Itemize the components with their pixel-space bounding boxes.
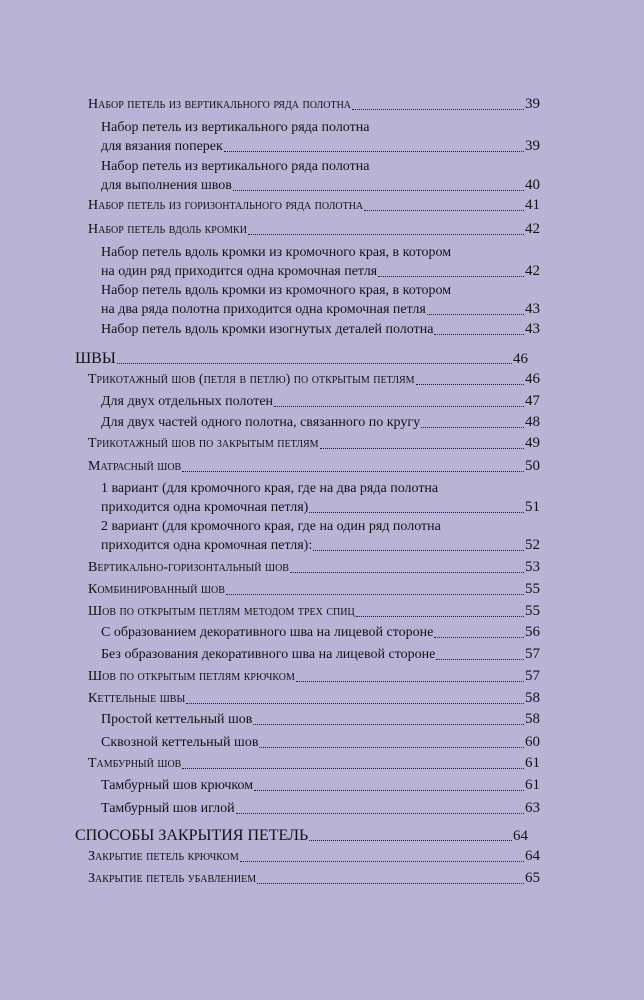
dot-leader xyxy=(186,703,524,704)
toc-entry-title-line: Набор петель вдоль кромки из кромочного края, в котором xyxy=(101,283,452,298)
toc-entry[interactable] xyxy=(101,710,540,729)
toc-page-number: 46 xyxy=(513,351,528,367)
toc-entry-title: Тамбурный шов крючком xyxy=(101,778,254,793)
toc-page-number: 64 xyxy=(525,848,540,864)
dot-leader xyxy=(259,747,524,748)
dot-leader xyxy=(274,406,524,407)
dot-leader xyxy=(226,594,524,595)
toc-entry[interactable] xyxy=(101,119,540,156)
toc-entry[interactable] xyxy=(75,350,528,368)
toc-page-number: 64 xyxy=(513,828,528,844)
toc-entry-title: Закрытие петель убавлением xyxy=(88,871,257,886)
toc-entry-title-line: 1 вариант (для кромочного края, где на два ряда полотна xyxy=(101,481,439,496)
toc-entry-title: Сквозной кеттельный шов xyxy=(101,735,259,750)
dot-leader xyxy=(378,276,524,277)
toc-entry-title: Трикотажный шов (петля в петлю) по открытым петлям xyxy=(88,372,415,387)
toc-entry-title: Тамбурный шов xyxy=(88,756,182,771)
dot-leader xyxy=(434,637,524,638)
toc-page-number: 65 xyxy=(525,870,540,886)
toc-page-number: 58 xyxy=(525,690,540,706)
toc-entry[interactable] xyxy=(101,158,540,195)
toc-page-number: 42 xyxy=(525,263,540,279)
dot-leader xyxy=(248,234,524,235)
toc-entry-title: Шов по открытым петлям крючком xyxy=(88,669,295,684)
toc-page-number: 48 xyxy=(525,414,540,430)
dot-leader xyxy=(416,384,524,385)
toc-page-number: 55 xyxy=(525,603,540,619)
toc-page-number: 51 xyxy=(525,499,540,515)
toc-entry-title: Вертикально-горизонтальный шов xyxy=(88,560,289,575)
toc-entry-title: Для двух отдельных полотен xyxy=(101,394,274,409)
toc-entry[interactable] xyxy=(101,776,540,795)
toc-entry[interactable] xyxy=(101,392,540,411)
toc-entry-title: Трикотажный шов по закрытым петлям xyxy=(88,436,319,451)
dot-leader xyxy=(257,883,524,884)
toc-page-number: 50 xyxy=(525,458,540,474)
dot-leader xyxy=(427,314,524,315)
toc-entry-title: Тамбурный шов иглой xyxy=(101,801,235,816)
dot-leader xyxy=(233,190,524,191)
toc-entry[interactable] xyxy=(101,244,540,281)
toc-entry-title: для выполнения швов xyxy=(101,178,232,193)
toc-entry[interactable] xyxy=(101,733,540,752)
dot-leader xyxy=(436,659,524,660)
dot-leader xyxy=(182,768,524,769)
toc-entry-title: Для двух частей одного полотна, связанного по кругу xyxy=(101,415,421,430)
toc-entry-title: Комбинированный шов xyxy=(88,582,225,597)
dot-leader xyxy=(309,512,524,513)
toc-entry[interactable] xyxy=(88,847,540,866)
toc-entry[interactable] xyxy=(88,689,540,708)
toc-entry-title: Матрасный шов xyxy=(88,459,182,474)
dot-leader xyxy=(296,681,524,682)
dot-leader xyxy=(434,334,524,335)
toc-page-number: 57 xyxy=(525,668,540,684)
toc-page-number: 49 xyxy=(525,435,540,451)
toc-entry-title: СПОСОБЫ ЗАКРЫТИЯ ПЕТЕЛЬ xyxy=(75,827,309,844)
dot-leader xyxy=(320,448,524,449)
toc-entry-title: Без образования декоративного шва на лицевой стороне xyxy=(101,647,436,662)
toc-entry[interactable] xyxy=(101,480,540,517)
dot-leader xyxy=(421,427,524,428)
toc-entry-title-line: 2 вариант (для кромочного края, где на один ряд полотна xyxy=(101,519,441,534)
toc-entry[interactable] xyxy=(101,518,540,555)
dot-leader xyxy=(117,363,512,364)
dot-leader xyxy=(309,840,512,841)
toc-entry-title: на два ряда полотна приходится одна кромочная петля xyxy=(101,302,426,317)
toc-page-number: 46 xyxy=(525,371,540,387)
toc-entry[interactable] xyxy=(88,869,540,888)
toc-page-number: 43 xyxy=(525,321,540,337)
toc-entry-title: на один ряд приходится одна кромочная петля xyxy=(101,264,378,279)
toc-page-number: 39 xyxy=(525,138,540,154)
toc-entry[interactable] xyxy=(88,754,540,773)
toc-entry-title: Набор петель из горизонтального ряда полотна xyxy=(88,198,364,213)
toc-entry[interactable] xyxy=(88,602,540,621)
toc-entry[interactable] xyxy=(88,580,540,599)
toc-page-number: 42 xyxy=(525,221,540,237)
toc-entry[interactable] xyxy=(101,799,540,818)
dot-leader xyxy=(236,813,524,814)
toc-entry-title: С образованием декоративного шва на лицевой стороне xyxy=(101,625,434,640)
toc-page-number: 47 xyxy=(525,393,540,409)
toc-entry-title: ШВЫ xyxy=(75,350,116,367)
toc-entry-title: Набор петель из вертикального ряда полотна xyxy=(88,97,352,112)
toc-entry[interactable] xyxy=(75,827,528,845)
toc-entry-title: Набор петель вдоль кромки изогнутых деталей полотна xyxy=(101,322,434,337)
dot-leader xyxy=(290,572,524,573)
dot-leader xyxy=(356,616,524,617)
toc-page-number: 57 xyxy=(525,646,540,662)
dot-leader xyxy=(364,210,524,211)
toc-entry[interactable] xyxy=(101,413,540,432)
toc-page-number: 43 xyxy=(525,301,540,317)
toc-page-number: 61 xyxy=(525,755,540,771)
toc-page-number: 58 xyxy=(525,711,540,727)
dot-leader xyxy=(224,151,524,152)
toc-entry-title: для вязания поперек xyxy=(101,139,223,154)
dot-leader xyxy=(352,109,524,110)
toc-entry-title: приходится одна кромочная петля): xyxy=(101,538,313,553)
toc-entry[interactable] xyxy=(88,370,540,389)
toc-entry-title: Кеттельные швы xyxy=(88,691,186,706)
toc-entry[interactable] xyxy=(101,320,540,339)
toc-entry[interactable] xyxy=(101,623,540,642)
toc-entry-title-line: Набор петель вдоль кромки из кромочного края, в котором xyxy=(101,245,452,260)
toc-entry-title: Шов по открытым петлям методом трех спиц xyxy=(88,604,355,619)
toc-page-number: 39 xyxy=(525,96,540,112)
toc-page-number: 40 xyxy=(525,177,540,193)
dot-leader xyxy=(253,724,524,725)
toc-entry[interactable] xyxy=(88,457,540,476)
dot-leader xyxy=(240,861,524,862)
dot-leader xyxy=(254,790,524,791)
toc-entry[interactable] xyxy=(88,220,540,239)
toc-page-number: 63 xyxy=(525,800,540,816)
dot-leader xyxy=(182,471,524,472)
toc-page-number: 60 xyxy=(525,734,540,750)
toc-entry[interactable] xyxy=(101,282,540,319)
toc-entry-title: Простой кеттельный шов xyxy=(101,712,253,727)
toc-entry-title: Закрытие петель крючком xyxy=(88,849,239,864)
dot-leader xyxy=(313,550,524,551)
toc-entry-title: Набор петель вдоль кромки xyxy=(88,222,247,237)
toc-entry[interactable] xyxy=(88,667,540,686)
toc-entry[interactable] xyxy=(88,196,540,215)
toc-page-number: 53 xyxy=(525,559,540,575)
toc-entry-title-line: Набор петель из вертикального ряда полотна xyxy=(101,159,370,174)
toc-entry[interactable] xyxy=(88,95,540,114)
toc-entry[interactable] xyxy=(88,434,540,453)
toc-page-number: 52 xyxy=(525,537,540,553)
toc-page-number: 61 xyxy=(525,777,540,793)
toc-page-number: 41 xyxy=(525,197,540,213)
toc-entry-title-line: Набор петель из вертикального ряда полотна xyxy=(101,120,370,135)
toc-entry-title: приходится одна кромочная петля) xyxy=(101,500,309,515)
toc-entry[interactable] xyxy=(88,558,540,577)
toc-page-number: 55 xyxy=(525,581,540,597)
toc-entry[interactable] xyxy=(101,645,540,664)
toc-page-number: 56 xyxy=(525,624,540,640)
